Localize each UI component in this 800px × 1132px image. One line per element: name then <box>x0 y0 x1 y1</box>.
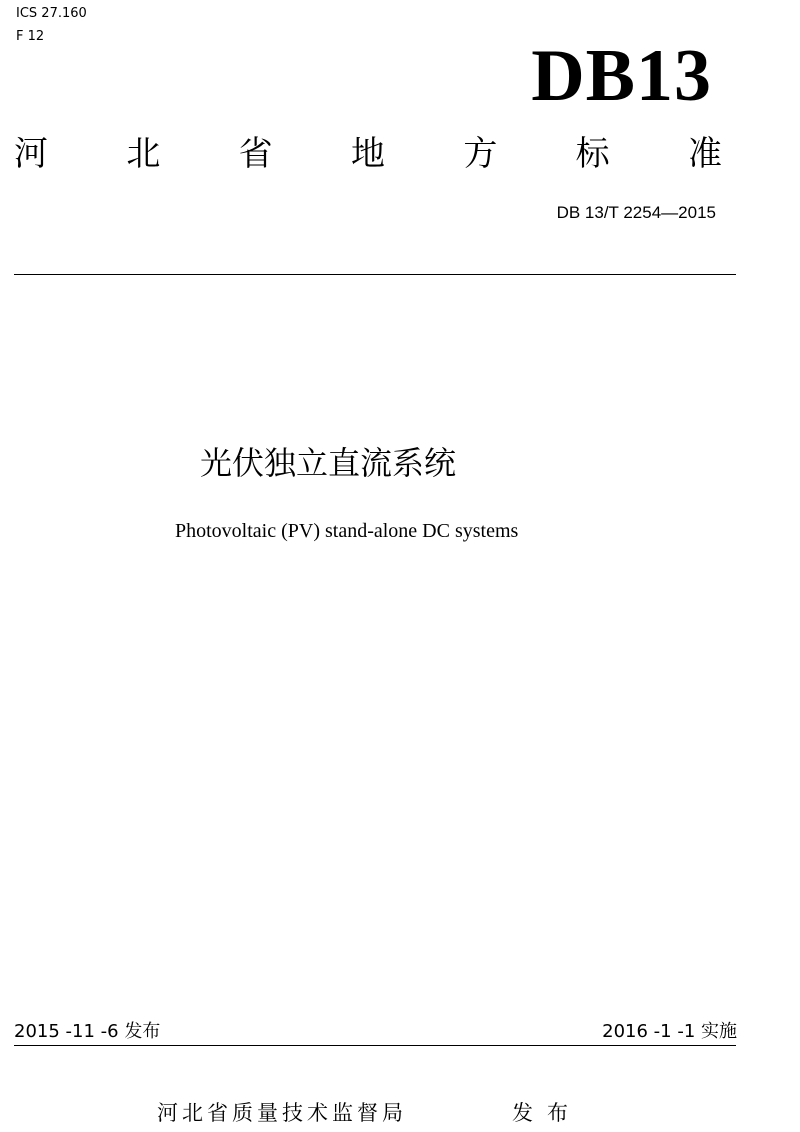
standard-type-char: 省 <box>238 134 273 174</box>
issue-label: 发布 <box>512 1101 582 1125</box>
standard-type-char: 地 <box>350 134 385 174</box>
issuing-authority: 河北省质量技术监督局 <box>157 1101 407 1125</box>
footer-divider <box>14 1045 736 1046</box>
standard-type-title <box>14 132 722 176</box>
standard-number: DB 13/T 2254—2015 <box>556 203 716 222</box>
standard-type-char: 方 <box>463 134 498 174</box>
ics-code: ICS 27.160 <box>16 6 87 21</box>
publish-date: 2015 -11 -6 发布 <box>14 1021 161 1042</box>
implement-date: 2016 -1 -1 实施 <box>602 1021 737 1042</box>
standard-type-char: 标 <box>575 134 610 174</box>
document-title-en: Photovoltaic (PV) stand-alone DC systems <box>175 520 519 542</box>
header-divider <box>14 274 736 275</box>
document-title-cn: 光伏独立直流系统 <box>200 444 457 482</box>
classification-code: F 12 <box>16 29 45 44</box>
standard-type-char: 河 <box>14 134 48 174</box>
standard-code-logo: DB13 <box>531 35 712 117</box>
standard-type-char: 准 <box>687 134 722 174</box>
standard-type-char: 北 <box>126 134 161 174</box>
